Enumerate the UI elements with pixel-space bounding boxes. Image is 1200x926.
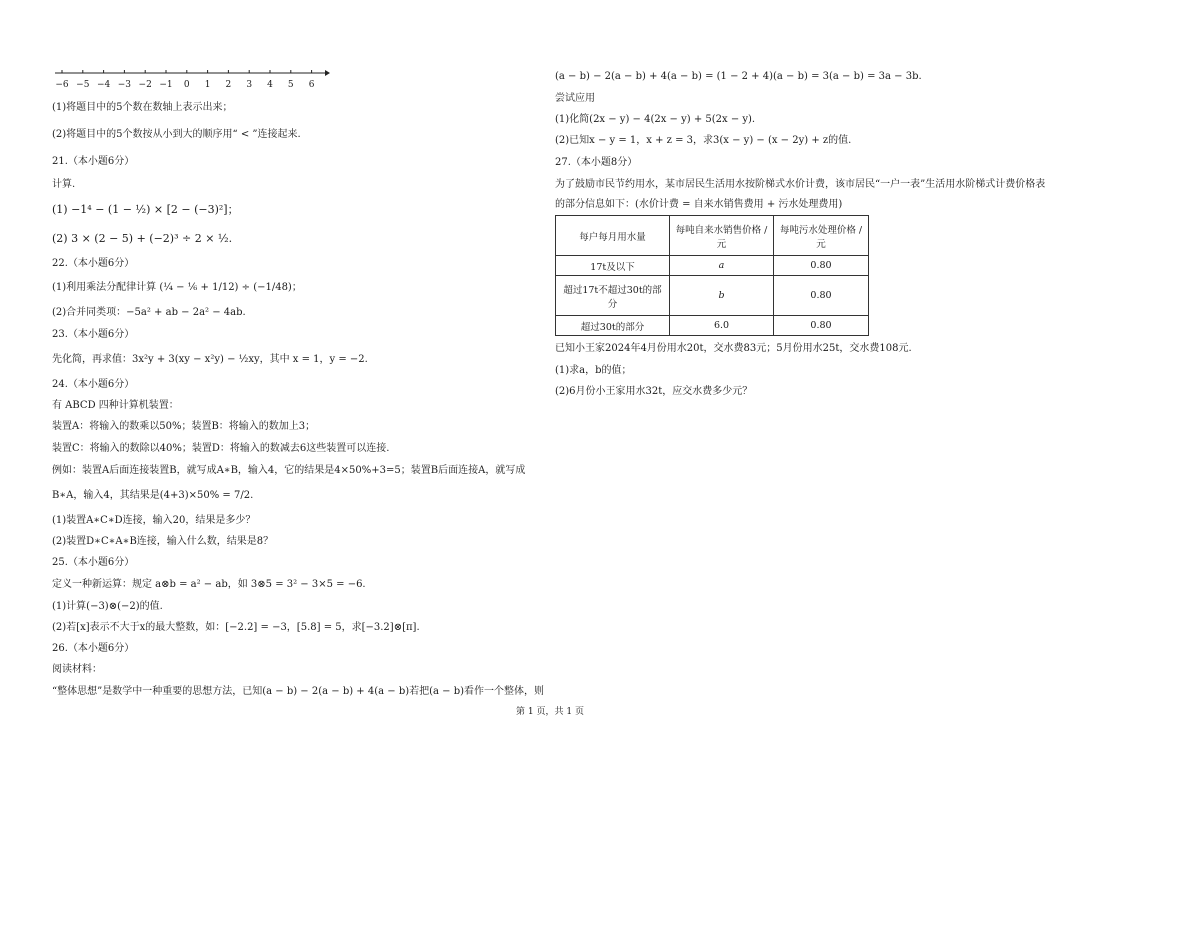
table-row (556, 276, 869, 316)
number-line-tick-label: −6 (55, 80, 69, 90)
table-cell-line: 分 (607, 298, 618, 310)
q25-part2: (2)若[x]表示不大于x的最大整数，如：[−2.2] = −3，[5.8] = 5，求[−3.2]⊗[π]. (52, 622, 420, 633)
q26-reading: 阅读材料： (52, 664, 102, 675)
q21-part2: (2) 3 × (2 − 5) + (−2)³ ÷ 2 × ½. (52, 232, 233, 245)
q24-part1: (1)装置A∗C∗D连接，输入20，结果是多少？ (52, 515, 256, 526)
q22-heading: 22.（本小题6分） (52, 258, 135, 269)
number-line-tick-label: 1 (204, 80, 211, 90)
number-line-tick-label: 3 (246, 80, 253, 90)
table-cell: 0.80 (774, 276, 869, 316)
table-header-tap-price-l2: 元 (716, 238, 727, 250)
q24-part2: (2)装置D∗C∗A∗B连接，输入什么数，结果是8？ (52, 536, 274, 547)
q23-body: 先化简，再求值：3x²y + 3(xy − x²y) − ½xy，其中 x = 1，y = −2. (52, 354, 368, 365)
q27-given: 已知小王家2024年4月份用水20t，交水费83元；5月份用水25t，交水费108元. (555, 343, 912, 354)
q25-definition: 定义一种新运算：规定 a⊗b = a² − ab，如 3⊗5 = 3² − 3×5 = −6. (52, 579, 366, 590)
try-apply-heading: 尝试应用 (555, 93, 595, 104)
q27-part1: (1)求a，b的值； (555, 365, 632, 376)
table-header-tap-price (670, 216, 774, 256)
number-line-tick-label: 2 (225, 80, 232, 90)
table-cell-line: 超过17t不超过30t的部 (563, 284, 662, 296)
table-cell: 0.80 (774, 256, 869, 276)
q26-part1: (1)化简(2x − y) − 4(2x − y) + 5(2x − y). (555, 114, 756, 125)
q25-part1: (1)计算(−3)⊗(−2)的值. (52, 601, 163, 612)
q27-part2: (2)6月份小王家用水32t，应交水费多少元？ (555, 386, 753, 397)
table-cell (556, 276, 670, 316)
table-cell: 17t及以下 (556, 256, 670, 276)
q24-device-ab: 装置A：将输入的数乘以50%；装置B：将输入的数加上3； (52, 421, 316, 432)
table-header-sewage-price (774, 216, 869, 256)
q26-heading: 26.（本小题6分） (52, 643, 135, 654)
q20-part1: (1)将题目中的5个数在数轴上表示出来； (52, 102, 233, 113)
number-line-tick-label: 4 (267, 80, 273, 90)
table-header-sewage-price-l2: 元 (816, 238, 826, 250)
table-cell: 0.80 (774, 316, 869, 336)
q22-part2: (2)合并同类项：−5a² + ab − 2a² − 4ab. (52, 307, 246, 318)
q24-intro: 有 ABCD 四种计算机装置： (52, 400, 179, 411)
number-line-tick-label: −5 (76, 80, 90, 90)
q27-heading: 27.（本小题8分） (555, 157, 638, 168)
table-row (556, 316, 869, 336)
table-cell: 6.0 (670, 316, 774, 336)
q21-intro: 计算. (52, 179, 76, 190)
number-line (55, 66, 330, 96)
number-line-tick-label: 6 (308, 80, 315, 90)
q26-material: “整体思想”是数学中一种重要的思想方法，已知(a − b) − 2(a − b) + 4(a − b)若把(a − b)看作一个整体，则 (52, 686, 545, 697)
number-line-tick-label: 0 (183, 80, 190, 90)
table-row (556, 216, 869, 256)
number-line-tick-label: −3 (117, 80, 132, 90)
q24-example-1: 例如：装置A后面连接装置B，就写成A∗B，输入4，它的结果是4×50%+3=5；装置B后面连接A，就写成 (52, 465, 526, 476)
table-cell: 超过30t的部分 (556, 316, 670, 336)
table-cell: b (670, 276, 774, 316)
table-header-usage: 每户每月用水量 (556, 216, 670, 256)
q21-part1: (1) −1⁴ − (1 − ½) × [2 − (−3)²]； (52, 203, 239, 216)
q23-heading: 23.（本小题6分） (52, 329, 135, 340)
table-cell: a (670, 256, 774, 276)
q20-part2: (2)将题目中的5个数按从小到大的顺序用“ < ”连接起来. (52, 129, 301, 140)
q24-example-2: B∗A，输入4，其结果是(4+3)×50% = 7/2. (52, 490, 254, 501)
q26-material-cont: (a − b) − 2(a − b) + 4(a − b) = (1 − 2 + 4)(a − b) = 3(a − b) = 3a − 3b. (555, 71, 922, 82)
table-header-sewage-price-l1: 每吨污水处理价格 / (779, 224, 863, 236)
table-header-tap-price-l1: 每吨自来水销售价格 / (675, 224, 768, 236)
q24-heading: 24.（本小题6分） (52, 379, 135, 390)
q22-part1: (1)利用乘法分配律计算 (¼ − ⅙ + 1/12) ÷ (−1/48)； (52, 282, 302, 293)
table-row (556, 256, 869, 276)
q25-heading: 25.（本小题6分） (52, 557, 135, 568)
number-line-tick-label: −2 (138, 80, 152, 90)
number-line-axis (55, 66, 330, 80)
page-footer: 第 1 页，共 1 页 (516, 707, 584, 717)
water-price-table (555, 215, 869, 336)
number-line-tick-label: −1 (159, 80, 173, 90)
q26-part2: (2)已知x − y = 1，x + z = 3，求3(x − y) − (x − 2y) + z的值. (555, 135, 852, 146)
q27-intro-2: 的部分信息如下：(水价计费 = 自来水销售费用 + 污水处理费用) (555, 199, 843, 210)
q24-device-cd: 装置C：将输入的数除以40%；装置D：将输入的数减去6这些装置可以连接. (52, 443, 390, 454)
number-line-tick-label: 5 (287, 80, 294, 90)
q27-intro-1: 为了鼓励市民节约用水，某市居民生活用水按阶梯式水价计费，该市居民“一户一表”生活用水阶梯式计费价格表 (555, 179, 1046, 190)
number-line-tick-label: −4 (96, 80, 111, 90)
q21-heading: 21.（本小题6分） (52, 156, 135, 167)
